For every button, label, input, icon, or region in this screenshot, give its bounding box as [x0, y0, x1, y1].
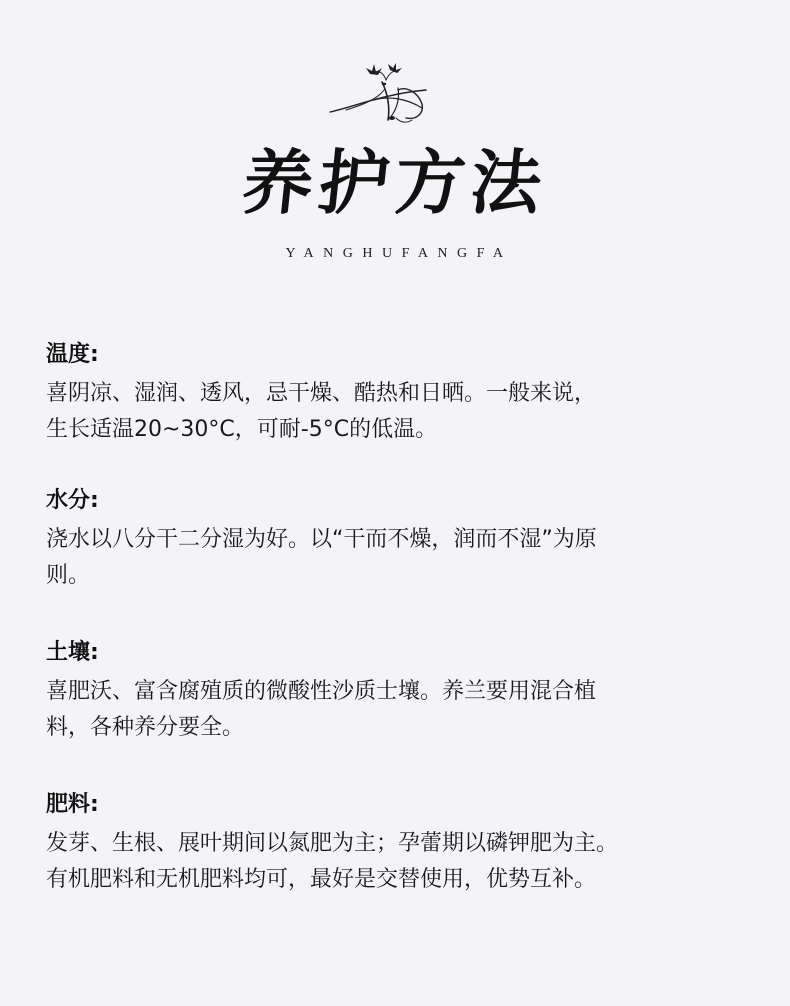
section-body [46, 826, 746, 898]
section-heading: 水分: [46, 488, 99, 513]
section-body [46, 674, 746, 746]
page-title: 养护方法 [238, 141, 552, 224]
section-temperature [46, 340, 746, 448]
body-line: 生长适温20~30°C，可耐-5°C的低温。 [46, 417, 438, 442]
body-line: 喜肥沃、富含腐殖质的微酸性沙质士壤。养兰要用混合植 [46, 679, 597, 704]
section-heading: 土壤: [46, 640, 99, 665]
section-fertilizer [46, 790, 746, 898]
section-body [46, 522, 746, 594]
body-line: 发芽、生根、展叶期间以氮肥为主；孕蕾期以磷钾肥为主。 [46, 831, 619, 856]
orchid-ink-icon [326, 60, 432, 128]
section-body [46, 376, 746, 448]
page-subtitle: YANGHUFANGFA [285, 246, 513, 261]
body-line: 浇水以八分干二分湿为好。以“干而不燥，润而不湿”为原 [46, 527, 597, 552]
body-line: 有机肥料和无机肥料均可，最好是交替使用，优势互补。 [46, 867, 597, 892]
section-soil [46, 638, 746, 746]
section-water [46, 486, 746, 594]
body-line: 喜阴凉、湿润、透风，忌干燥、酷热和日晒。一般来说， [46, 381, 597, 406]
section-heading: 温度: [46, 342, 99, 367]
section-heading: 肥料: [46, 792, 99, 817]
body-line: 则。 [46, 563, 91, 588]
body-line: 料，各种养分要全。 [46, 715, 245, 740]
